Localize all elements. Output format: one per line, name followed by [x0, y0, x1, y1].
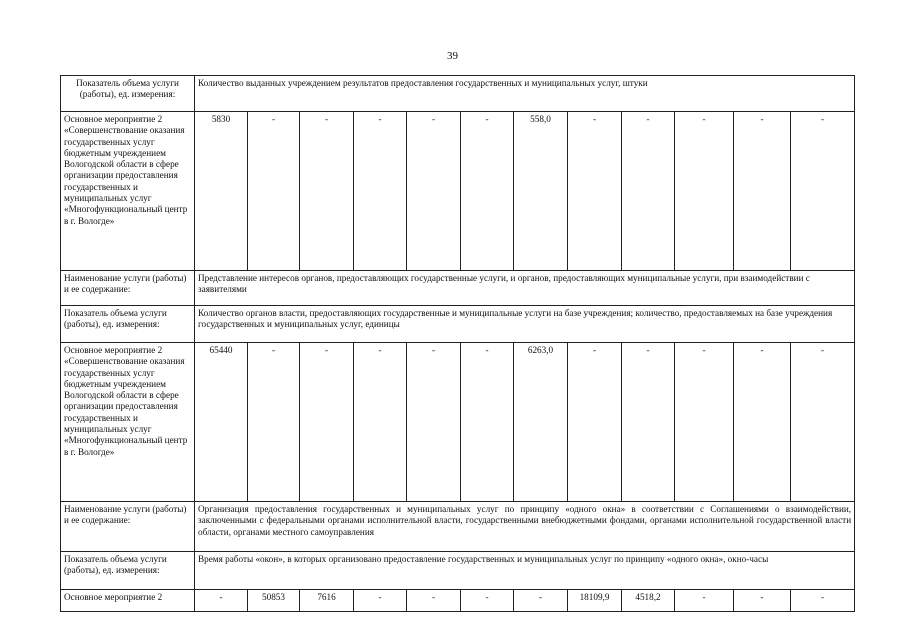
value-cell: - — [248, 112, 300, 271]
value-cell: - — [568, 112, 622, 271]
value-cell: 50853 — [248, 590, 300, 612]
value-cell: - — [568, 343, 622, 502]
value-cell: - — [791, 112, 855, 271]
value-cell: 65440 — [195, 343, 248, 502]
value-cell: - — [622, 112, 675, 271]
value-cell: - — [514, 590, 568, 612]
row-content: Количество выданных учреждением результатов предоставления государственных и муниципальных услуг, штуки — [195, 76, 855, 112]
table-row — [61, 590, 855, 612]
table-row — [61, 76, 855, 112]
value-cell: 18109,9 — [568, 590, 622, 612]
value-cell: 4518,2 — [622, 590, 675, 612]
row-content: Время работы «окон», в которых организовано предоставление государственных и муниципальных услуг по принципу «одного окна», окно-часы — [195, 552, 855, 590]
value-cell: - — [354, 343, 407, 502]
value-cell: - — [354, 112, 407, 271]
value-cell: 6263,0 — [514, 343, 568, 502]
value-cell: - — [622, 343, 675, 502]
value-cell: 558,0 — [514, 112, 568, 271]
value-cell: - — [407, 112, 461, 271]
value-cell: - — [675, 343, 734, 502]
row-label: Наименование услуги (работы) и ее содержание: — [61, 271, 195, 306]
table-row — [61, 343, 855, 502]
value-cell: - — [791, 590, 855, 612]
value-cell: - — [734, 112, 791, 271]
value-cell: - — [354, 590, 407, 612]
value-cell: - — [407, 343, 461, 502]
row-label: Основное мероприятие 2 «Совершенствование оказания государственных услуг бюджетным учреждением Вологодской области в сфере организации предоставления государственных и муниципальных услуг «Многофункциональный центр в г. Вологде» — [61, 343, 195, 502]
row-label: Показатель объема услуги (работы), ед. измерения: — [61, 306, 195, 343]
value-cell: 5830 — [195, 112, 248, 271]
table-row — [61, 271, 855, 306]
value-cell: - — [734, 343, 791, 502]
table-row — [61, 112, 855, 271]
page-number: 39 — [447, 50, 458, 62]
value-cell: - — [407, 590, 461, 612]
table-row — [61, 552, 855, 590]
value-cell: - — [675, 112, 734, 271]
value-cell: - — [791, 343, 855, 502]
value-cell: - — [248, 343, 300, 502]
row-content: Организация предоставления государственных и муниципальных услуг по принципу «одного окна» в соответствии с Соглашениями о взаимодействии, заключенными с федеральными органами исполнительной власти, государственными внебюджетными фондами, органами исполнительной государственной власти области, органами местного самоуправления — [195, 502, 855, 552]
row-label: Наименование услуги (работы) и ее содержание: — [61, 502, 195, 552]
value-cell: - — [734, 590, 791, 612]
row-label: Основное мероприятие 2 — [61, 590, 195, 612]
value-cell: - — [461, 112, 514, 271]
row-content: Количество органов власти, предоставляющих государственные и муниципальные услуги на базе учреждения; количество, предоставляемых на базе учреждения государственных и муниципальных услуг, единицы — [195, 306, 855, 343]
row-label: Показатель объема услуги (работы), ед. измерения: — [61, 552, 195, 590]
row-content: Представление интересов органов, предоставляющих государственные услуги, и органов, предоставляющих муниципальные услуги, при взаимодействии с заявителями — [195, 271, 855, 306]
activity-table — [60, 75, 855, 612]
row-label: Основное мероприятие 2 «Совершенствование оказания государственных услуг бюджетным учреждением Вологодской области в сфере организации предоставления государственных и муниципальных услуг «Многофункциональный центр в г. Вологде» — [61, 112, 195, 271]
value-cell: - — [300, 112, 354, 271]
value-cell: 7616 — [300, 590, 354, 612]
value-cell: - — [675, 590, 734, 612]
table-row — [61, 502, 855, 552]
value-cell: - — [461, 590, 514, 612]
table-row — [61, 306, 855, 343]
value-cell: - — [195, 590, 248, 612]
value-cell: - — [461, 343, 514, 502]
row-label: Показатель объема услуги (работы), ед. измерения: — [61, 76, 195, 112]
value-cell: - — [300, 343, 354, 502]
